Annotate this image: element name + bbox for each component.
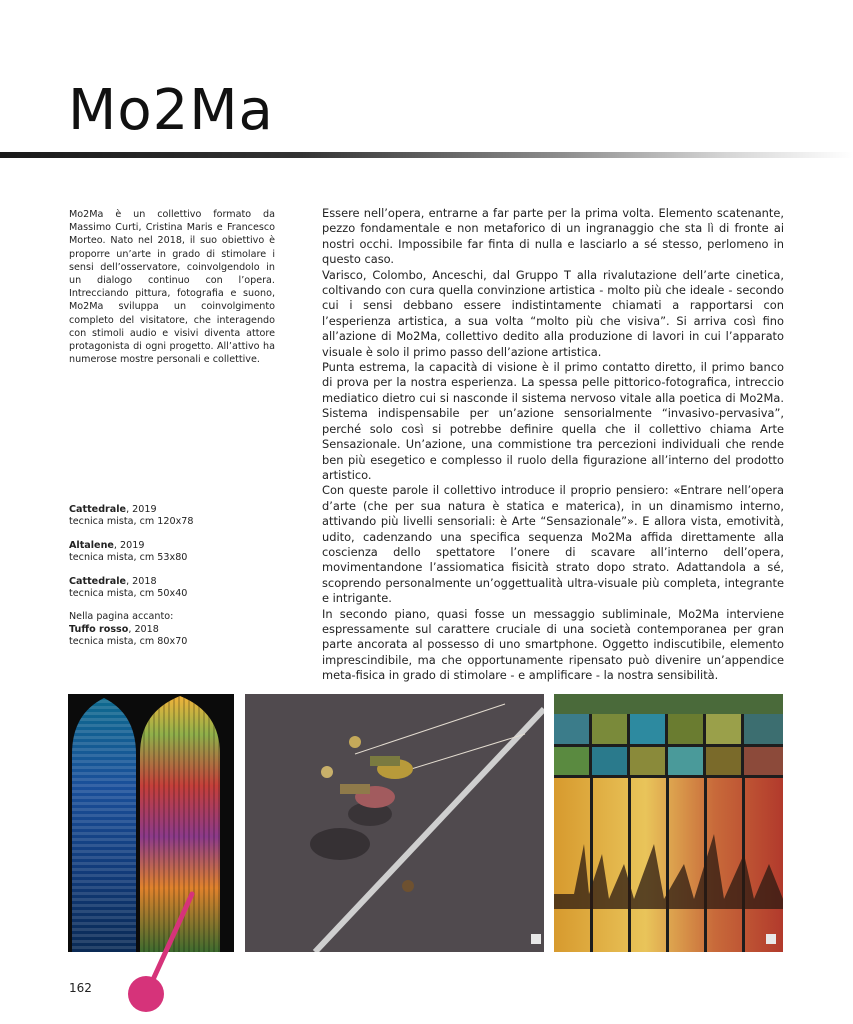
caption-technique: tecnica mista, cm 120x78 [69, 516, 194, 528]
caption-technique: tecnica mista, cm 53x80 [69, 552, 188, 564]
caption-technique: tecnica mista, cm 80x70 [69, 636, 188, 648]
artwork-altalene-2019 [245, 694, 544, 952]
article-body [322, 206, 784, 684]
caption-title: Cattedrale [69, 575, 127, 587]
caption-title: Cattedrale [69, 504, 127, 515]
caption-title: Altalene [69, 539, 114, 551]
article-paragraph: Punta estrema, la capacità di visione è il primo contatto diretto, il primo banco di prova per la nostra esperienza. La spessa pelle pittorico-fotografica, intreccio mediatico dietro cui si nasconde il sistema nervoso vitale alla poetica di Mo2Ma. Sistema indispensabile per un’azione sensorialmente “invasivo-pervasiva”, perché solo così si potrebbe definire quella che il collettivo chiama Arte Sensazionale. Un’azione, una commistione tra percezioni individuali che rende ben più esegetico e complesso il ruolo della figurazione all’interno del prodotto artistico. [322, 360, 784, 482]
caption-year: , 2019 [126, 504, 157, 515]
altalene-2019-illustration [245, 694, 544, 952]
caption-year: , 2019 [113, 539, 145, 551]
page-title: Mo2Ma [68, 78, 274, 143]
title-rule [0, 152, 853, 158]
article-paragraph: In secondo piano, quasi fosse un messaggio subliminale, Mo2Ma interviene espressamente sul carattere cruciale di una società contemporanea per gran parte ancorata al possesso di uno smartphone. Oggetto indiscutibile, elemento imprescindibile, ma che opportunamente ripensato può divenire un’appendice meta-fisica in grado di stimolare - e amplificare - la nostra sensibilità. [322, 606, 784, 683]
caption-item [69, 576, 279, 601]
caption-year: , 2018 [128, 623, 159, 635]
article-paragraph: Varisco, Colombo, Anceschi, dal Gruppo T alla rivalutazione dell’arte cinetica, coltivando con cura quella convinzione artistica - molto più che ideale - secondo cui i sensi debbano essere indistintamente chiamati a rapportarsi con l’esperienza artistica, a sua volta “molto più che visiva”. Si arriva così fino all’azione di Mo2Ma, collettivo dedito alla produzione di lavori in cui l’apparato visuale è solo il primo passo dell’azione artistica. [322, 267, 784, 359]
caption-technique: tecnica mista, cm 50x40 [69, 588, 188, 600]
article-paragraph: Essere nell’opera, entrarne a far parte per la prima volta. Elemento scatenante, pezzo fondamentale e non metaforico di un ingranaggio che sta lì di fronte ai nostri occhi. Impossibile far finta di nulla e lasciarlo a sé stesso, perlomeno in questo caso. [322, 206, 784, 267]
article-paragraph: Con queste parole il collettivo introduce il proprio pensiero: «Entrare nell’opera d’arte (che per sua natura è statica e materica), in un dinamismo interno, attivando più livelli sensoriali: è Arte “Sensazionale”». E allora vista, emotività, udito, cadenzando una specifica sequenza Mo2Ma affida direttamente alla coscienza dello spettatore l’onere di scavare all’interno dell’opera, movimentandone l’assiomatica fisicità strato dopo strato. Adattandola a sé, scoprendo personalmente un’oggettualità ultra-visuale più completa, integrante e intrigante. [322, 483, 784, 606]
cattedrale-2018-illustration [554, 694, 783, 952]
artwork-cattedrale-2018 [554, 694, 783, 952]
caption-item [69, 504, 279, 529]
caption-year: , 2018 [126, 575, 157, 587]
caption-prefix: Nella pagina accanto: [69, 611, 174, 623]
caption-title: Tuffo rosso [69, 623, 129, 635]
pointer-annotation-icon [120, 880, 240, 1020]
artist-bio: Mo2Ma è un collettivo formato da Massimo Curti, Cristina Maris e Francesco Morteo. Nato nel 2018, il suo obiettivo è proporre un’arte in grado di stimolare i sensi dell’osservatore, coinvolgendolo in un dialogo continuo con l’opera. Intrecciando pittura, fotografia e suono, Mo2Ma sviluppa un coinvolgimento completo del visitatore, che interagendo con stimoli audio e visivi diventa attore protagonista di ogni progetto. All’attivo ha numerose mostre personali e collettive. [69, 209, 275, 366]
caption-item [69, 540, 279, 565]
page-number: 162 [69, 981, 92, 995]
artwork-captions [69, 504, 279, 660]
caption-item [69, 611, 279, 648]
